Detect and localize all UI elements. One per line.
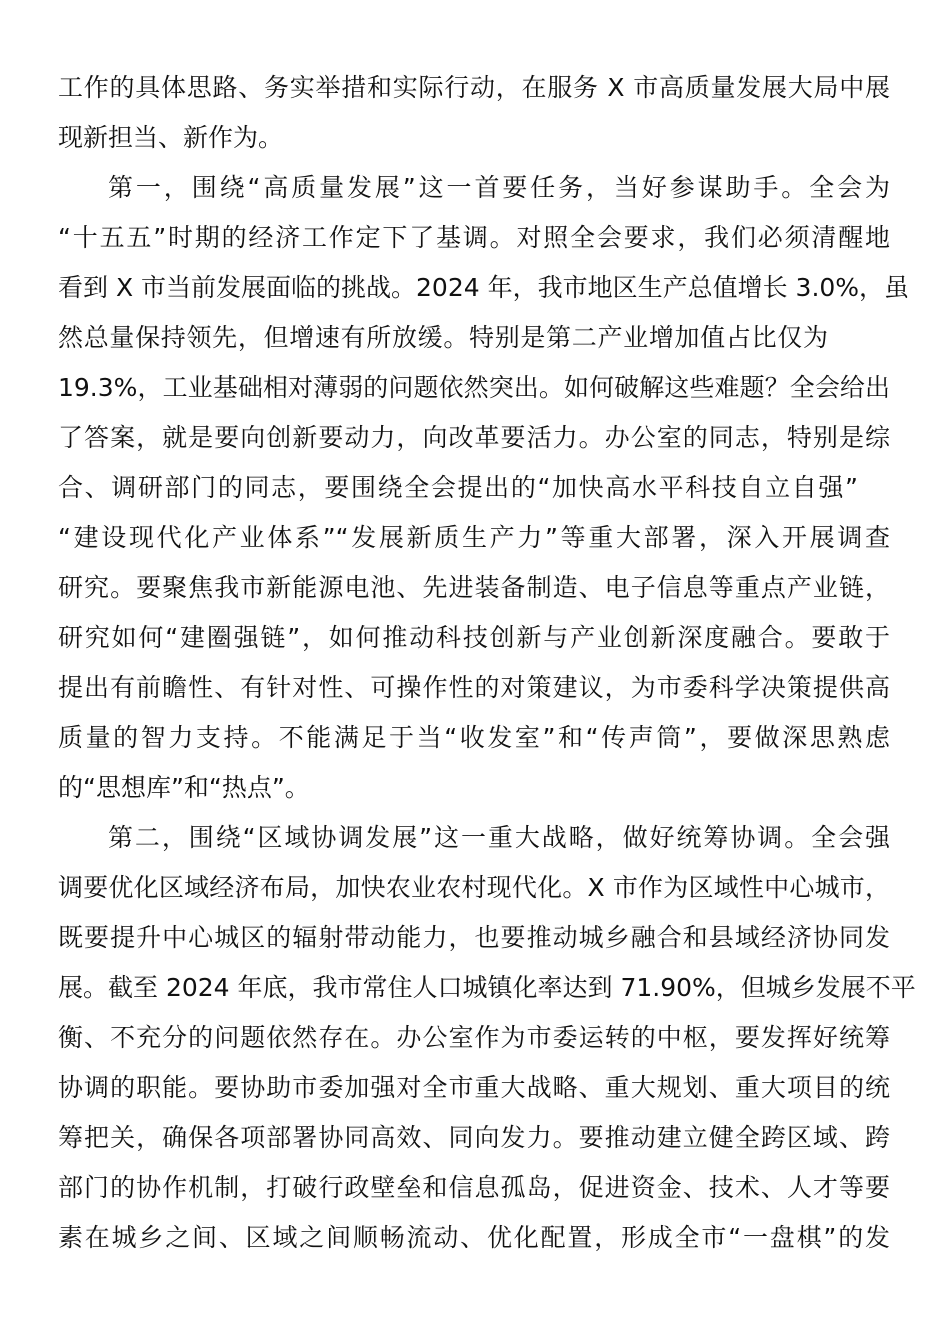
text-line: 筹把关，确保各项部署协同高效、同向发力。要推动建立健全跨区域、跨	[58, 1123, 890, 1152]
text-line: 19.3%，工业基础相对薄弱的问题依然突出。如何破解这些难题？全会给出	[58, 373, 890, 402]
text-line: 既要提升中心城区的辐射带动能力，也要推动城乡融合和县域经济协同发	[58, 923, 890, 952]
text-line: “建设现代化产业体系”“发展新质生产力”等重大部署，深入开展调查	[58, 523, 890, 552]
text-line: 看到 X 市当前发展面临的挑战。2024 年，我市地区生产总值增长 3.0%，虽	[58, 273, 910, 302]
text-line: 展。截至 2024 年底，我市常住人口城镇化率达到 71.90%，但城乡发展不平	[58, 973, 916, 1002]
text-line: 第二，围绕“区域协调发展”这一重大战略，做好统筹协调。全会强	[108, 823, 890, 852]
text-line: 研究。要聚焦我市新能源电池、先进装备制造、电子信息等重点产业链，	[58, 573, 890, 602]
text-line: 然总量保持领先，但增速有所放缓。特别是第二产业增加值占比仅为	[58, 323, 828, 352]
text-line: 调要优化区域经济布局，加快农业农村现代化。X 市作为区域性中心城市，	[58, 873, 890, 902]
text-line: 第一，围绕“高质量发展”这一首要任务，当好参谋助手。全会为	[108, 173, 890, 202]
text-line: 协调的职能。要协助市委加强对全市重大战略、重大规划、重大项目的统	[58, 1073, 890, 1102]
text-line: 研究如何“建圈强链”，如何推动科技创新与产业创新深度融合。要敢于	[58, 623, 890, 652]
text-line: 的“思想库”和“热点”。	[58, 773, 310, 802]
text-line: 部门的协作机制，打破行政壁垒和信息孤岛，促进资金、技术、人才等要	[58, 1173, 890, 1202]
text-line: 了答案，就是要向创新要动力，向改革要活力。办公室的同志，特别是综	[58, 423, 890, 452]
text-line: 合、调研部门的同志，要围绕全会提出的“加快高水平科技自立自强”	[58, 473, 858, 502]
text-line: 提出有前瞻性、有针对性、可操作性的对策建议，为市委科学决策提供高	[58, 673, 890, 702]
text-line: 衡、不充分的问题依然存在。办公室作为市委运转的中枢，要发挥好统筹	[58, 1023, 890, 1052]
text-line: 现新担当、新作为。	[58, 123, 284, 152]
text-line: 质量的智力支持。不能满足于当“收发室”和“传声筒”，要做深思熟虑	[58, 723, 890, 752]
text-line: 工作的具体思路、务实举措和实际行动，在服务 X 市高质量发展大局中展	[58, 73, 890, 102]
text-line: “十五五”时期的经济工作定下了基调。对照全会要求，我们必须清醒地	[58, 223, 890, 252]
text-line: 素在城乡之间、区域之间顺畅流动、优化配置，形成全市“一盘棋”的发	[58, 1223, 890, 1252]
